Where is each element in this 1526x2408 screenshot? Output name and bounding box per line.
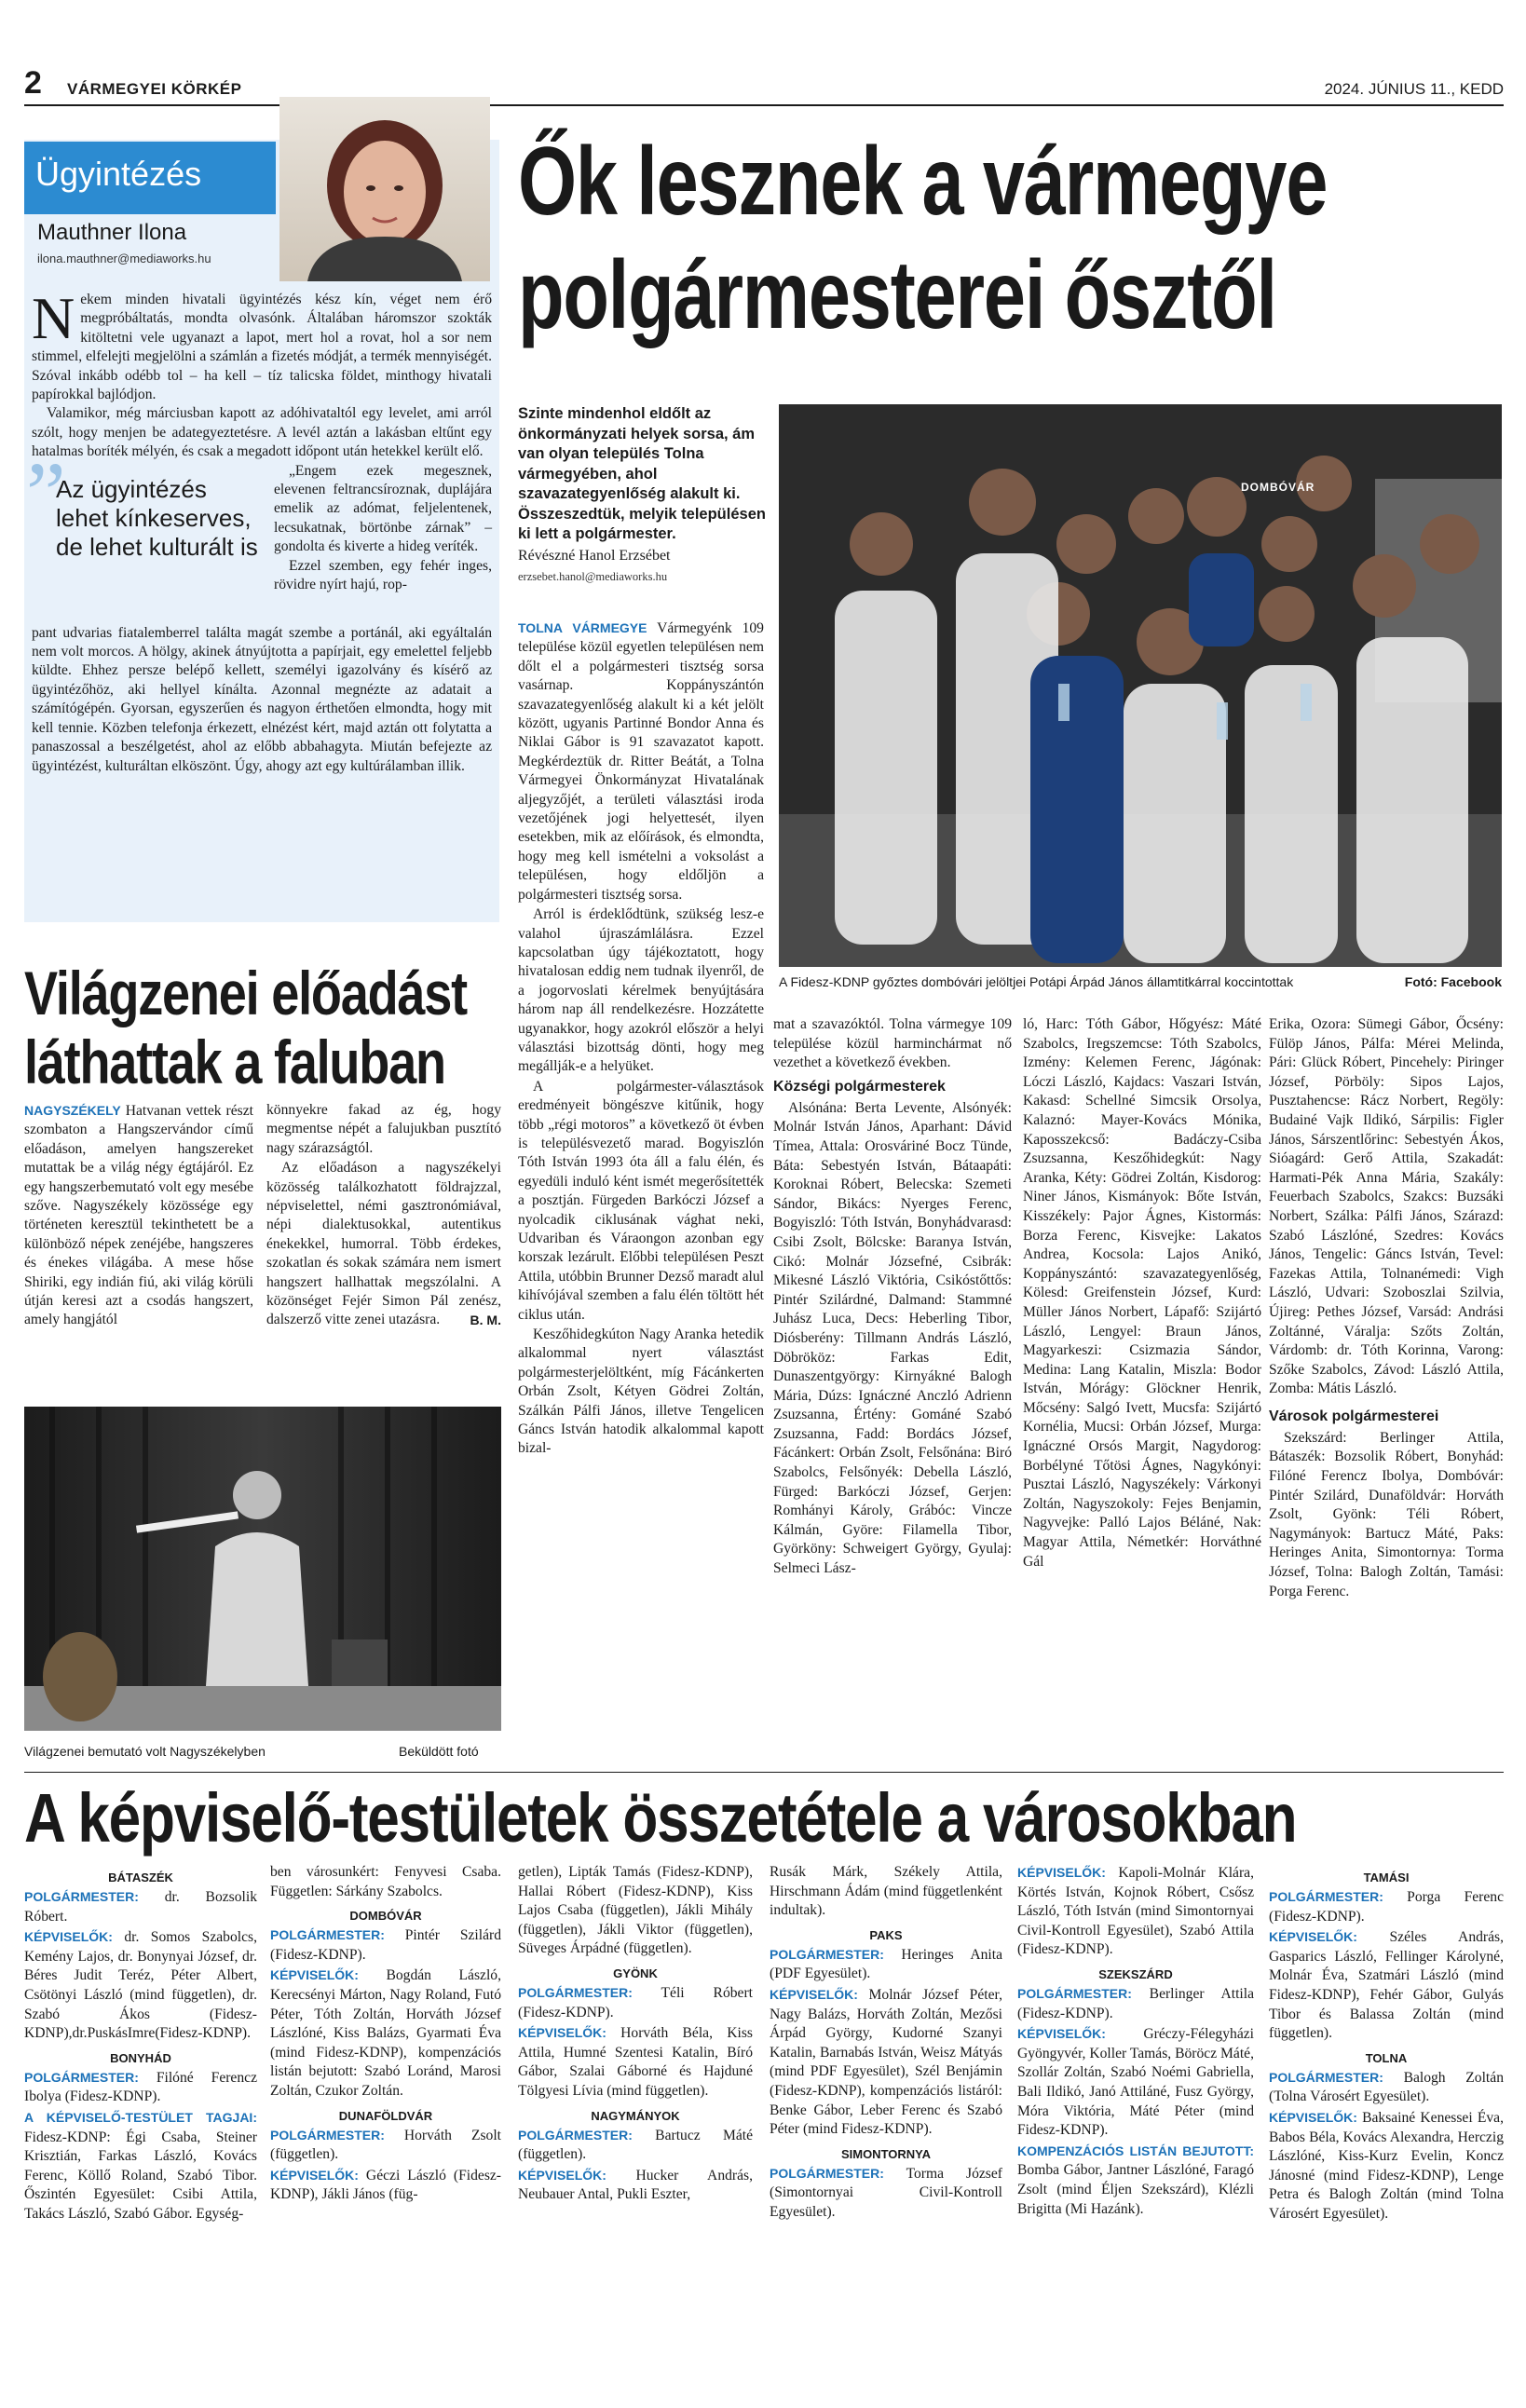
pull-quote — [26, 442, 265, 624]
sub-towns: Városok polgármesterei — [1269, 1408, 1439, 1424]
main-email: erzsebet.hanol@mediaworks.hu — [518, 570, 668, 583]
main-col-3 — [1023, 1015, 1261, 1572]
gyonk-reps: Horváth Béla, Kiss Attila, Humné Szentesi Katalin, Bíró Gábor, Szalai Gáborné és Hajduné Tölgyesi Lívia (mind független). — [518, 2025, 753, 2099]
bataszek-reps: dr. Somos Szabolcs, Kemény Lajos, dr. Bonynyai József, dr. Béres Judit Teréz, Péter Albert, Csötönyi László (mind független), dr. Szabó Ákos (Fidesz-KDNP),dr.PuskásImre(Fidesz-KDNP). — [24, 1929, 257, 2042]
header-rule — [24, 104, 1504, 106]
column-email: ilona.mauthner@mediaworks.hu — [37, 252, 211, 265]
bottom-col-2 — [270, 1863, 501, 2206]
bonyhad-board: Fidesz-KDNP: Égi Csaba, Steiner Krisztián, Farkas László, Kovács Ferenc, Köllő Roland, Szabó Tibor. Őszintén Egyesület: Csibi Attila, Takács László, Szabó Gábor. Egység- — [24, 2129, 257, 2222]
column-p3: „Engem ezek megesznek, elevenen feltrancsíroznak, duplájára emelik az adómat, feljelentenek, lecsukatnak, börtönbe zárnak” – gondolta és kiverte a hideg veríték. — [274, 462, 492, 555]
tamasi-mayor: Porga Ferenc (Fidesz-KDNP). — [1269, 1889, 1504, 1925]
bottom-rule — [24, 1772, 1504, 1773]
col2-top: ben városunkért: Fenyvesi Csaba. Független: Sárkány Szabolcs. — [270, 1864, 501, 1899]
main-col-1 — [518, 619, 764, 1460]
nagymanyok-mayor: Bartucz Máté (független). — [518, 2127, 753, 2163]
music-photo-credit: Beküldött fotó — [399, 1744, 479, 1759]
dombovar-mayor: Pintér Szilárd (Fidesz-KDNP). — [270, 1927, 501, 1963]
column-p2: Valamikor, még márciusban kapott az adóhivataltól egy levelet, ami arról szólt, hogy menjen be adategyeztetésre. A levél aztán a lakásban eltűnt egy hatalmas boríték mélyén, és csak a megadott időpont után hetekkel került elő. — [32, 405, 492, 460]
city-szekszard: SZEKSZÁRD — [1098, 1966, 1173, 1981]
label-board: A KÉPVISELŐ-TESTÜLET TAGJAI: — [24, 2109, 257, 2125]
label-mayor: POLGÁRMESTER: — [270, 2127, 385, 2143]
main-photo-caption: A Fidesz-KDNP győztes dombóvári jelöltjei Potápi Árpád János államtitkárral koccintottak — [779, 974, 1294, 989]
label-reps: KÉPVISELŐK: — [1269, 2109, 1357, 2125]
bottom-col-3 — [518, 1863, 753, 2206]
tolna-mayor: Balogh Zoltán (Tolna Városért Egyesület). — [1269, 2069, 1504, 2105]
bottom-col-1 — [24, 1863, 257, 2225]
section-title: VÁRMEGYEI KÖRKÉP — [67, 80, 242, 98]
gyonk-mayor: Téli Róbert (Fidesz-KDNP). — [518, 1984, 753, 2020]
author-portrait — [279, 97, 490, 281]
column-author: Mauthner Ilona — [37, 220, 187, 245]
main-author: Révészné Hanol Erzsébet — [518, 548, 671, 564]
column-p4a: Ezzel szemben, egy fehér inges, rövidre nyírt hajú, rop- — [274, 557, 492, 593]
label-reps: KÉPVISELŐK: — [270, 2167, 359, 2183]
music-title-line1: Világzenei előadást — [24, 959, 467, 1027]
szekszard-comp: Bomba Gábor, Jantner Lászlóné, Faragó Zsolt (mind Éljen Szekszárd), Klézli Brigitta (Mi Hazánk). — [1017, 2162, 1254, 2217]
label-mayor: POLGÁRMESTER: — [270, 1927, 385, 1943]
label-mayor: POLGÁRMESTER: — [24, 2069, 139, 2085]
main-dateline: TOLNA VÁRMEGYE — [518, 620, 647, 635]
label-comp: KOMPENZÁCIÓS LISTÁN BEJUTOTT: — [1017, 2143, 1254, 2158]
label-mayor: POLGÁRMESTER: — [518, 1984, 633, 2000]
label-reps: KÉPVISELŐK: — [1017, 1865, 1106, 1880]
main-p3: A polgármester-választások eredményeit böngészve kitűnik, hogy több „régi motoros” a következő öt évben is településvezető marad. Bogyiszlón Tóth István 1993 óta áll a falu élén, és egyedüli induló ként ismét megerősítették a posztján. Fürgeden Barkóczi József a nyolcadik ciklusának vághat neki, Udvariban és Váraongon azonban egy korszak lezárult. Előbbi településen Peszt Attila, utóbbin Brunner Dezső maradt alul kihívójával szemben a falu élén töltött hét ciklus után. — [518, 1078, 764, 1323]
city-tolna: TOLNA — [1365, 2050, 1408, 2065]
main-lead: Szinte mindenhol eldőlt az önkormányzati helyek sorsa, ám van olyan település Tolna vármegyében, ahol szavazategyenlőség alakult ki. Összeszedtük, melyik településen ki lett a polgármester. — [518, 405, 766, 542]
pull-quote-text: Az ügyintézés lehet kínkeserves, de lehet kulturált is — [56, 474, 258, 561]
music-p2: könnyekre fakad az ég, hogy megmentse népét a falujukban pusztító nagy szárazságtól. — [266, 1102, 501, 1156]
col4-top: Rusák Márk, Székely Attila, Hirschmann Ádám (mind függetlenként indultak). — [770, 1864, 1002, 1919]
bottom-col-5 — [1017, 1863, 1254, 2220]
music-signature: B. M. — [470, 1312, 501, 1327]
sub-villages: Községi polgármesterek — [773, 1078, 946, 1095]
label-reps: KÉPVISELŐK: — [770, 1986, 858, 2002]
city-dunafoldvar: DUNAFÖLDVÁR — [338, 2108, 433, 2123]
paks-mayor: Heringes Anita (PDF Egyesület). — [770, 1946, 1002, 1982]
tolna-reps: Baksainé Kenessei Éva, Babos Béla, Kovács Alexandra, Herczig Lászlóné, Kiss-Kurz Evelin, Koncz Jánosné (mind Fidesz-KDNP), Lenge Petra és Balogh Zoltán (mind Tolna Városért Egyesület). — [1269, 2109, 1504, 2222]
col5-top: Kapoli-Molnár Klára, Körtés István, Kojnok Róbert, Csősz László, Tóth István (mind Simontornyai Civil-Kontroll Egyesület), Szabó Attila (Fidesz-KDNP). — [1017, 1865, 1254, 1958]
bonyhad-mayor: Filóné Ferencz Ibolya (Fidesz-KDNP). — [24, 2069, 257, 2105]
photo-banner-text: DOMBÓVÁR — [1241, 481, 1315, 494]
paks-reps: Molnár József Péter, Nagy Balázs, Horváth Zoltán, Mezősi Árpád György, Kudorné Szanyi Katalin, Barnabás István, Weisz Mátyás (mind PDF Egyesület), Szél Benjámin (Fidesz-KDNP), kompenzációs listáról: Benke Gábor, Leber Ferenc és Szabó Péter (mind Fidesz-KDNP). — [770, 1986, 1002, 2138]
city-simontornya: SIMONTORNYA — [840, 2146, 932, 2161]
label-mayor: POLGÁRMESTER: — [518, 2127, 633, 2143]
main-title-line1: Ők lesznek a vármegye — [518, 128, 1328, 236]
column-p4b: pant udvarias fiatalemberrel találta magát szembe a portánál, aki egyáltalán nem volt morcos. A hölgy, akinek átnyújtotta a papírjait, egy emelettel feljebb küldte. Ehhez persze belépő kellett, személyi igazolvány és kísérő az ügyintézőhöz, aki hellyel kínálta. Azonnal megnézte az adatait a számítógépén. Gyorsan, egyszerűen és nagyon érthetően elmondta, hogy mit kell tennie. Közben telefonja érkezett, elnézést kért, majd aztán ott folytatta a panaszossal a beszélgetést, ahol az előbb abbahagyta. Miután befejezte az ügyintézést, kulturáltan elköszönt. Úgy, ahogy azt egy kultúrálamban illik. — [32, 624, 492, 774]
drop-cap: N — [32, 285, 75, 351]
quote-mark-icon: ” — [26, 442, 66, 543]
dombovar-reps: Bogdán László, Kerecsényi Márton, Nagy Roland, Futó Péter, Tóth Zoltán, Horváth József Lászlóné, Kiss Balázs, Gyarmati Éva (mind Fidesz-KDNP), kompenzációs listán bejutott: Szabó Loránd, Marosi Zoltán, Czukor Zoltán. — [270, 1967, 501, 2099]
label-reps: KÉPVISELŐK: — [270, 1967, 359, 1983]
main-photo — [779, 404, 1502, 967]
city-bataszek: BÁTASZÉK — [108, 1871, 173, 1884]
villages-list-a: Alsónána: Berta Levente, Alsónyék: Molnár István János, Aparhant: Dávid Tímea, Attala: Orosváriné Bocz Tünde, Báta: Sebestyén István, Bátaapáti: Koroknai Róbert, Belecska: Szemeti Sándor, Bikács: Nyerges Ferenc, Bogyiszló: Tóth István, Bonyhádvarasd: Csibi Zsolt, Bölcske: Baranya István, Cikó: Molnár Józsefné, Csibrák: Mikesné László Viktória, Csikóstőttős: Pintér Szilárdné, Dalmand: Stammné Juhász Luca, Decs: Heberling Tibor, Diósberény: Tillmann András László, Döbrököz: Farkas Edit, Dunaszentgyörgy: Kirnyákné Balogh Mária, Dúzs: Ignáczné Anczló Adrienn Zsuzsanna, Értény: Gománé Szabó Zsuzsanna, Fadd: Bordács József, Fácánkert: Orbán Zsolt, Felsőnána: Biró Szabolcs, Felsőnyék: Debella László, Fürged: Barkóczi József, Gerjen: Romhányi Károly, Grábóc: Vincze Kálmán, Györe: Filamella Tibor, Györköny: Schweigert György, Gyulaj: Selmeci Lász- — [773, 1099, 1012, 1577]
tamasi-reps: Széles András, Gasparics László, Fellinger Károlyné, Molnár Éva, Szatmári László (mind Fidesz-KDNP), Fehér Gábor, Gulyás Tibor és Balassa Zoltán (mind független). — [1269, 1929, 1504, 2042]
szekszard-reps: Gréczy-Félegyházi Gyöngyvér, Koller Tamás, Böröcz Máté, Szollár Zoltán, Szabó Noémi Gabriella, Bali Ildikó, Janó Attiláné, Fusz György, Móra Viktória, Máté Péter (mind Fidesz-KDNP). — [1017, 2026, 1254, 2139]
main-p1: Vármegyénk 109 települése közül egyetlen településen nem dőlt el a polgármesteri tisztség sorsa vasárnap. Koppányszántón szavazategyenlőség alakult ki a két jelölt között, ugyanis Partinné Bondor Anna és Niklai Gábor is 91 szavazatot kapott. Megkérdeztük dr. Ritter Beátát, a Tolna Vármegyei Önkormányzat Hivatalának aljegyzőjét, a területi választási iroda vezetőjének jogi helyettesét, ilyen esetekben, mik az előírások, és elmondta, hogy meg kell ismételni a voksolást a településen, hogy eldőljön a polgármesteri tisztség sorsa. — [518, 620, 764, 903]
bottom-col-4 — [770, 1863, 1002, 2224]
simontornya-mayor: Torma József (Simontornyai Civil-Kontroll Egyesület). — [770, 2165, 1002, 2220]
label-reps: KÉPVISELŐK: — [24, 1929, 113, 1945]
label-mayor: POLGÁRMESTER: — [1017, 1985, 1132, 2001]
label-reps: KÉPVISELŐK: — [1269, 1929, 1357, 1945]
main-p2: Arról is érdeklődtünk, szükség lesz-e valahol újraszámlálásra. Ezzel kapcsolatban úgy tájékoztatott, hogy hivatalosan eddig nem tudnak ilyenről, de a jogorvoslati kérelmek benyújtására három nap áll rendelkezésre. Hozzátette ugyanakkor, hogy azokról először a helyi választási bizottság dönti, hogy meg megállják-e a helyüket. — [518, 906, 764, 1075]
col3-top: getlen), Lipták Tamás (Fidesz-KDNP), Hallai Róbert (Fidesz-KDNP), Kiss Lajos Csaba (független), Jákli Mihály (független), Jákli Viktor (független), Süveges Árpádné (független). — [518, 1864, 753, 1957]
city-gyonk: GYÖNK — [613, 1966, 658, 1980]
towns-list: Szekszárd: Berlinger Attila, Bátaszék: Bozsolik Róbert, Bonyhád: Filóné Ferencz Ibolya, Dombóvár: Pintér Szilárd, Dunaföldvár: Horváth Zsolt, Gyönk: Téli Róbert, Nagymányok: Bartucz Máté, Paks: Heringes Anita, Simontornya: Torma József, Tolna: Balogh Zoltán, Tamási: Porga Ferenc. — [1269, 1429, 1504, 1599]
villages-list-c: Erika, Ozora: Sümegi Gábor, Őcsény: Fülöp János, Pálfa: Mérei Melinda, Pári: Glück Róbert, Pincehely: Piringer József, Pörböly: Sipos Lajos, Pusztahencse: Rácz Norbert, Regöly: Budainé Vajk Ildikó, Sárpilis: Figler János, Sárszentlőrinc: Sebestyén Ákos, Sióagárd: Gerő Attila, Szakadát: Harmati-Pék Anna Mária, Szakály: Feuerbach Szabolcs, Szakcs: Buzsáki Norbert, Szálka: Pálfi János, Szárazd: Szabó Lászlóné, Szedres: Kovács János, Tengelic: Gáncs István, Tevel: Fazekas Attila, Tolnanémedi: Vigh László, Udvari: Szoboszlai Szilvia, Újireg: Pethes József, Varsád: Andrási Zoltánné, Váralja: Szőts Zoltán, Várdomb: dr. Tóth Korinna, Varong: Szőke Szabolcs, Závod: László Attila, Zomba: Mátis László. — [1269, 1016, 1504, 1397]
city-paks: PAKS — [869, 1927, 903, 1942]
column-label: Ügyintézés — [35, 155, 202, 193]
label-mayor: POLGÁRMESTER: — [24, 1889, 139, 1904]
main-p4: Keszőhidegkúton Nagy Aranka hetedik alkalommal nyert választást polgármesterjelöltként, míg Fácánkerten Orbán Zsolt, Kétyen Gödrei Zoltán, Szálkán Pálfi János, illetve Tengelicen Gáncs István hatodik alkalommal kapott bizal- — [518, 1326, 764, 1457]
page-number: 2 — [24, 65, 42, 101]
nagymanyok-reps: Hucker András, Neubauer Antal, Pukli Eszter, — [518, 2167, 753, 2203]
music-photo — [24, 1407, 501, 1731]
label-reps: KÉPVISELŐK: — [518, 2167, 606, 2183]
column-p1: ekem minden hivatali ügyintézés kész kín, véget nem érő megpróbáltatás, mondta olvasónk. Általában háromszor szokták kitöltetni vele ugyanazt a lapot, mert hol a rovat, hol a sor nem stimmel, elfelejti megjelölni a számlán a fizetés módját, a termék mennyiségét. Szóval inkább odébb tol – ha kell – tíz talicska földet, minthogy hivatali papírokkal bajlódjon. — [32, 292, 492, 403]
music-title-line2: láthattak a faluban — [24, 1027, 445, 1096]
label-mayor: POLGÁRMESTER: — [770, 2165, 884, 2181]
main-col-2 — [773, 1015, 1012, 1580]
main-photo-credit: Fotó: Facebook — [1404, 974, 1502, 989]
music-p1: Hatvanan vettek részt szombaton a Hangszervándor című előadáson, amelyen hangszereket mutattak be a világ négy égtájáról. Ez egy hangszerbemutató volt egy mesébe szőve. Nagyszékely közössége egy történeten keresztül tekinthetett be a különböző népek zenéjébe, hangszeres és énekes világába. A mese hőse Shiriki, egy indián fiú, aki világ körüli útján keresi azt a csodás hangszert, amely hangjától — [24, 1103, 253, 1328]
label-reps: KÉPVISELŐK: — [518, 2025, 606, 2041]
bataszek-mayor: dr. Bozsolik Róbert. — [24, 1889, 257, 1925]
label-mayor: POLGÁRMESTER: — [1269, 2069, 1383, 2085]
music-photo-caption: Világzenei bemutató volt Nagyszékelyben — [24, 1744, 266, 1759]
city-dombovar: DOMBÓVÁR — [349, 1909, 422, 1924]
label-mayor: POLGÁRMESTER: — [770, 1946, 884, 1962]
szekszard-mayor: Berlinger Attila (Fidesz-KDNP). — [1017, 1985, 1254, 2021]
city-tamasi: TAMÁSI — [1363, 1871, 1410, 1884]
bottom-title: A képviselő-testületek összetétele a városokban — [24, 1779, 1297, 1857]
city-bonyhad: BONYHÁD — [110, 2050, 171, 2065]
bottom-col-6 — [1269, 1863, 1504, 2225]
main-p5: mat a szavazóktól. Tolna vármegye 109 települése közül harminchármat nő vezethet a következő években. — [773, 1016, 1012, 1071]
city-nagymanyok: NAGYMÁNYOK — [591, 2108, 680, 2123]
music-p3: Az előadáson a nagyszékelyi közösség találkozhatott földrajzzal, népviselettel, némi gasztronómiával, népi dialektusokkal, autentikus énekekkel, humorral. Több érdekes, szokatlan és sokak számára nem ismert hangszert hallhattak megszólalni. A közönséget Fejér Simon Pál zenész, dalszerző vitte zenei utazásra. — [266, 1160, 501, 1328]
dunafoldvar-reps: Géczi László (Fidesz-KDNP), Jákli János (füg- — [270, 2167, 501, 2203]
issue-date: 2024. JÚNIUS 11., KEDD — [1324, 80, 1504, 98]
villages-list-b: ló, Harc: Tóth Gábor, Hőgyész: Máté Szabolcs, Iregszemcse: Tóth Szabolcs, Izmény: Kelemen Ferenc, Jágónak: Lóczi László, Kajdacs: Vaszari István, Kakasd: Schellné Simcsik Orsolya, Kalaznó: Mayer-Kovács Mónika, Kaposszekcső: Badáczy-Csiba Zsuzsanna, Keszőhidegkút: Nagy Aranka, Kéty: Gödrei Zoltán, Kisdorog: Niner János, Kismányok: Bőte István, Kisszékely: Pajor Ágnes, Kistormás: Borza Ferenc, Kisvejke: Lakatos Andrea, Kocsola: Lajos Anikó, Koppányszántó: szavazategyenlőség, Kölesd: Greifenstein József, Kurd: Müller János Norbert, Lápafő: Szijártó László, Lengyel: Braun János, Magyarkeszi: Csizmazia Sándor, Medina: Lang Katalin, Miszla: Bodor István, Mórágy: Glöckner Henrik, Mőcsény: Salgó Ivett, Mucsfa: Szijártó Kornélia, Mucsi: Orbán József, Murga: Ignáczné Orsós Margit, Nagydorog: Borbélyné Tőtösi Ágnes, Nagykónyi: Pusztai László, Nagyszékely: Várkonyi Zoltán, Nagyszokoly: Fejes Benjamin, Nagyvejke: Palló Lajos Béláné, Nak: Magyar Attila, Németkér: Horváthné Gál — [1023, 1016, 1261, 1570]
music-col-2 — [266, 1101, 501, 1327]
music-dateline: NAGYSZÉKELY — [24, 1103, 121, 1118]
label-mayor: POLGÁRMESTER: — [1269, 1889, 1383, 1904]
music-col-1 — [24, 1101, 253, 1331]
dunafoldvar-mayor: Horváth Zsolt (független). — [270, 2127, 501, 2163]
column-body — [26, 285, 492, 776]
label-reps: KÉPVISELŐK: — [1017, 2026, 1106, 2042]
main-title-line2: polgármesterei ősztől — [518, 241, 1276, 349]
main-col-4 — [1269, 1015, 1504, 1602]
